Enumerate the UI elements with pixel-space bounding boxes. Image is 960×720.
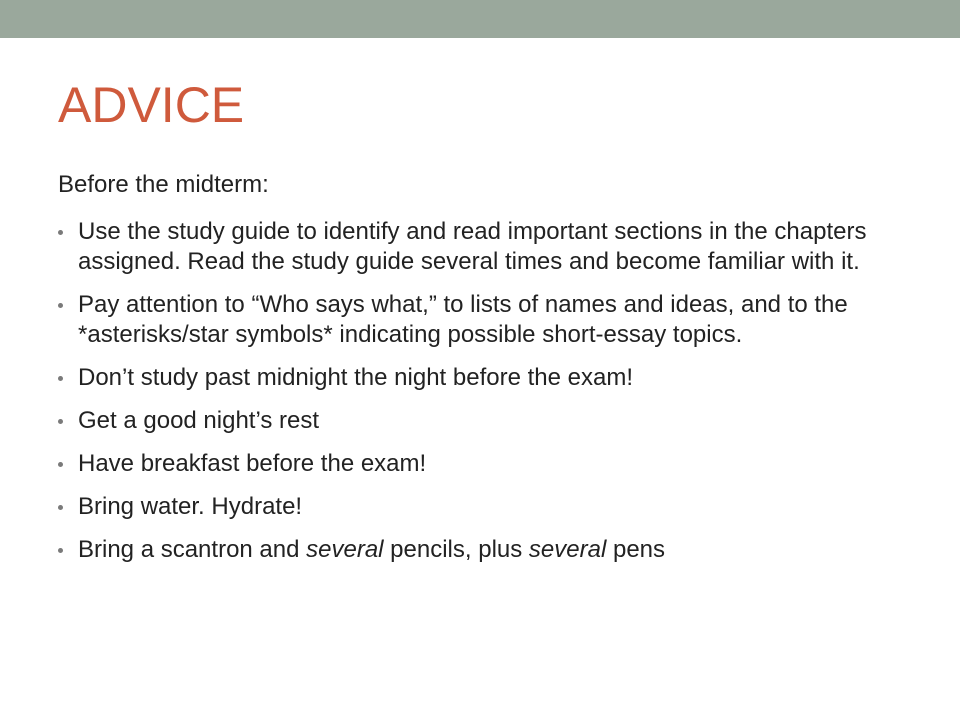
bullet-dot-icon <box>58 230 63 235</box>
bullet-dot-icon <box>58 303 63 308</box>
bullet-item <box>58 406 918 436</box>
bullet-segment: Bring water. Hydrate! <box>78 493 303 520</box>
bullet-item <box>58 363 918 393</box>
bullet-text <box>78 291 848 348</box>
bullet-segment: pencils, plus <box>383 536 529 563</box>
bullet-text <box>78 218 866 275</box>
slide-title: ADVICE <box>58 77 245 133</box>
slide-content <box>58 170 918 578</box>
bullet-text <box>78 493 302 520</box>
bullet-segment: Bring a scantron and <box>78 536 307 563</box>
intro-text: Before the midterm: <box>58 171 269 198</box>
bullet-segment: Have breakfast before the exam! <box>78 450 427 477</box>
bullet-item <box>58 535 918 565</box>
bullet-item <box>58 290 918 350</box>
bullet-emphasis: several <box>306 536 384 563</box>
bullet-item <box>58 492 918 522</box>
bullet-segment: Use the study guide to identify and read important sections in the chapters assigned. Read the study guide several times and become familiar with it. <box>78 218 867 275</box>
bullet-segment: Get a good night’s rest <box>78 407 320 434</box>
bullet-text <box>78 536 665 563</box>
bullet-item <box>58 449 918 479</box>
bullet-emphasis: several <box>528 536 607 563</box>
bullet-dot-icon <box>58 462 63 467</box>
bullet-dot-icon <box>58 505 63 510</box>
bullet-list <box>58 217 918 565</box>
bullet-dot-icon <box>58 419 63 424</box>
bullet-text <box>78 364 633 391</box>
top-accent-band <box>0 0 960 38</box>
bullet-text <box>78 450 426 477</box>
bullet-segment: Pay attention to “Who says what,” to lists of names and ideas, and to the *asterisks/star symbols* indicating possible short-essay topics. <box>78 291 848 348</box>
bullet-segment: pens <box>606 536 666 563</box>
bullet-dot-icon <box>58 548 63 553</box>
bullet-text <box>78 407 319 434</box>
bullet-dot-icon <box>58 376 63 381</box>
bullet-item <box>58 217 918 277</box>
bullet-segment: Don’t study past midnight the night before the exam! <box>78 364 633 391</box>
